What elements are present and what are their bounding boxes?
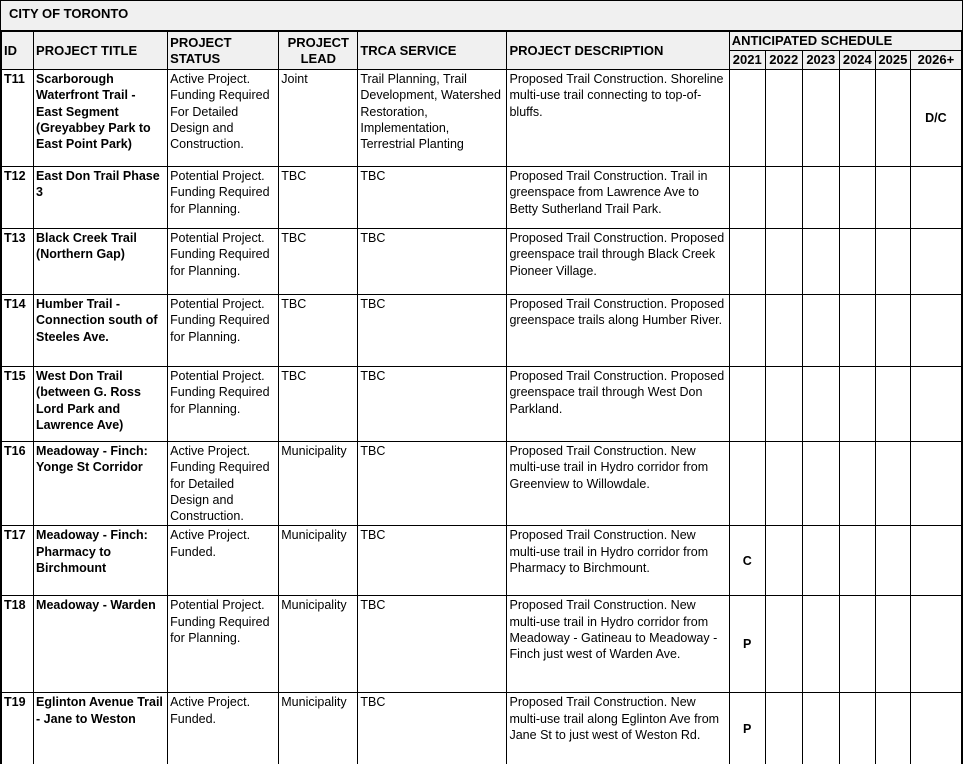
cell-project-title: Humber Trail - Connection south of Steeles Ave.: [34, 295, 168, 367]
cell-schedule-2025: [875, 526, 910, 596]
cell-id: T15: [2, 367, 34, 442]
cell-schedule-2022: [765, 693, 802, 764]
cell-trca-service: TBC: [358, 229, 507, 295]
cell-project-lead: TBC: [279, 367, 358, 442]
cell-schedule-2024: [839, 70, 875, 167]
table-header: [2, 32, 962, 70]
cell-project-lead: Municipality: [279, 693, 358, 764]
table-row: [2, 442, 962, 526]
cell-schedule-2023: [802, 70, 839, 167]
cell-schedule-2025: [875, 229, 910, 295]
cell-schedule-2022: [765, 70, 802, 167]
cell-schedule-2024: [839, 693, 875, 764]
cell-project-description: Proposed Trail Construction. New multi-use trail in Hydro corridor from Pharmacy to Birchmount.: [507, 526, 729, 596]
table-row: [2, 526, 962, 596]
cell-project-lead: Joint: [279, 70, 358, 167]
cell-project-lead: TBC: [279, 295, 358, 367]
cell-schedule-2026-plus: [910, 229, 961, 295]
cell-id: T17: [2, 526, 34, 596]
cell-project-title: Scarborough Waterfront Trail - East Segment (Greyabbey Park to East Point Park): [34, 70, 168, 167]
cell-project-lead: Municipality: [279, 526, 358, 596]
cell-trca-service: TBC: [358, 367, 507, 442]
header-anticipated-schedule: ANTICIPATED SCHEDULE: [729, 32, 961, 51]
cell-schedule-2022: [765, 229, 802, 295]
cell-schedule-2022: [765, 295, 802, 367]
cell-project-lead: Municipality: [279, 596, 358, 693]
cell-schedule-2024: [839, 167, 875, 229]
cell-project-description: Proposed Trail Construction. Proposed greenspace trails along Humber River.: [507, 295, 729, 367]
cell-project-title: Eglinton Avenue Trail - Jane to Weston: [34, 693, 168, 764]
header-id: ID: [2, 32, 34, 70]
cell-schedule-2022: [765, 167, 802, 229]
cell-schedule-2021: C: [729, 526, 765, 596]
table-row: [2, 229, 962, 295]
cell-project-status: Potential Project. Funding Required for Planning.: [168, 229, 279, 295]
cell-id: T18: [2, 596, 34, 693]
cell-schedule-2025: [875, 167, 910, 229]
cell-trca-service: TBC: [358, 596, 507, 693]
cell-schedule-2023: [802, 167, 839, 229]
cell-schedule-2023: [802, 693, 839, 764]
header-project-title: PROJECT TITLE: [34, 32, 168, 70]
cell-schedule-2024: [839, 295, 875, 367]
header-project-status: PROJECT STATUS: [168, 32, 279, 70]
cell-trca-service: Trail Planning, Trail Development, Watershed Restoration, Implementation, Terrestrial Planting: [358, 70, 507, 167]
cell-schedule-2025: [875, 442, 910, 526]
cell-trca-service: TBC: [358, 295, 507, 367]
cell-project-description: Proposed Trail Construction. Trail in greenspace from Lawrence Ave to Betty Sutherland Trail Park.: [507, 167, 729, 229]
cell-schedule-2024: [839, 596, 875, 693]
cell-project-description: Proposed Trail Construction. Shoreline multi-use trail connecting to top-of-bluffs.: [507, 70, 729, 167]
cell-id: T11: [2, 70, 34, 167]
cell-schedule-2023: [802, 295, 839, 367]
cell-project-title: Meadoway - Finch: Yonge St Corridor: [34, 442, 168, 526]
cell-schedule-2025: [875, 70, 910, 167]
cell-trca-service: TBC: [358, 693, 507, 764]
cell-project-title: Black Creek Trail (Northern Gap): [34, 229, 168, 295]
cell-trca-service: TBC: [358, 442, 507, 526]
cell-schedule-2022: [765, 526, 802, 596]
header-year-2021: 2021: [729, 51, 765, 70]
table-row: [2, 167, 962, 229]
cell-trca-service: TBC: [358, 526, 507, 596]
cell-schedule-2026-plus: [910, 693, 961, 764]
cell-project-description: Proposed Trail Construction. Proposed greenspace trail through West Don Parkland.: [507, 367, 729, 442]
cell-schedule-2023: [802, 442, 839, 526]
cell-project-lead: TBC: [279, 167, 358, 229]
cell-project-title: East Don Trail Phase 3: [34, 167, 168, 229]
cell-schedule-2026-plus: [910, 596, 961, 693]
header-year-2023: 2023: [802, 51, 839, 70]
cell-schedule-2026-plus: [910, 442, 961, 526]
cell-schedule-2026-plus: [910, 295, 961, 367]
cell-project-status: Active Project. Funding Required For Detailed Design and Construction.: [168, 70, 279, 167]
cell-schedule-2022: [765, 442, 802, 526]
project-table: [1, 31, 962, 764]
cell-schedule-2025: [875, 693, 910, 764]
cell-schedule-2026-plus: D/C: [910, 70, 961, 167]
cell-project-status: Potential Project. Funding Required for Planning.: [168, 295, 279, 367]
cell-id: T14: [2, 295, 34, 367]
header-year-2025: 2025: [875, 51, 910, 70]
cell-schedule-2024: [839, 526, 875, 596]
cell-project-description: Proposed Trail Construction. New multi-use trail in Hydro corridor from Greenview to Willowdale.: [507, 442, 729, 526]
cell-project-description: Proposed Trail Construction. New multi-use trail in Hydro corridor from Meadoway - Gatineau to Meadoway - Finch just west of Warden Ave.: [507, 596, 729, 693]
header-project-lead: PROJECT LEAD: [279, 32, 358, 70]
header-project-description: PROJECT DESCRIPTION: [507, 32, 729, 70]
cell-schedule-2026-plus: [910, 367, 961, 442]
cell-schedule-2021: [729, 229, 765, 295]
cell-project-status: Potential Project. Funding Required for Planning.: [168, 167, 279, 229]
cell-schedule-2025: [875, 367, 910, 442]
cell-schedule-2021: [729, 295, 765, 367]
cell-schedule-2023: [802, 367, 839, 442]
cell-schedule-2026-plus: [910, 167, 961, 229]
cell-id: T12: [2, 167, 34, 229]
table-row: [2, 70, 962, 167]
cell-schedule-2025: [875, 596, 910, 693]
cell-trca-service: TBC: [358, 167, 507, 229]
cell-project-title: West Don Trail (between G. Ross Lord Park and Lawrence Ave): [34, 367, 168, 442]
cell-id: T19: [2, 693, 34, 764]
cell-schedule-2026-plus: [910, 526, 961, 596]
table-row: [2, 596, 962, 693]
cell-schedule-2024: [839, 367, 875, 442]
cell-schedule-2022: [765, 367, 802, 442]
header-year-2024: 2024: [839, 51, 875, 70]
cell-schedule-2023: [802, 526, 839, 596]
cell-project-description: Proposed Trail Construction. Proposed greenspace trail through Black Creek Pioneer Village.: [507, 229, 729, 295]
header-trca-service: TRCA SERVICE: [358, 32, 507, 70]
cell-schedule-2023: [802, 229, 839, 295]
cell-project-description: Proposed Trail Construction. New multi-use trail along Eglinton Ave from Jane St to just west of Weston Rd.: [507, 693, 729, 764]
cell-schedule-2021: P: [729, 693, 765, 764]
cell-schedule-2021: [729, 167, 765, 229]
table-row: [2, 693, 962, 764]
cell-project-title: Meadoway - Warden: [34, 596, 168, 693]
cell-schedule-2021: [729, 442, 765, 526]
cell-schedule-2022: [765, 596, 802, 693]
header-year-2026-plus: 2026+: [910, 51, 961, 70]
cell-project-status: Active Project. Funding Required for Detailed Design and Construction.: [168, 442, 279, 526]
cell-project-lead: Municipality: [279, 442, 358, 526]
cell-schedule-2024: [839, 229, 875, 295]
cell-schedule-2024: [839, 442, 875, 526]
cell-project-status: Active Project. Funded.: [168, 526, 279, 596]
cell-id: T13: [2, 229, 34, 295]
table-row: [2, 295, 962, 367]
table-row: [2, 367, 962, 442]
cell-schedule-2021: [729, 367, 765, 442]
cell-project-status: Active Project. Funded.: [168, 693, 279, 764]
cell-project-lead: TBC: [279, 229, 358, 295]
cell-schedule-2025: [875, 295, 910, 367]
cell-schedule-2021: [729, 70, 765, 167]
cell-schedule-2023: [802, 596, 839, 693]
cell-schedule-2021: P: [729, 596, 765, 693]
cell-id: T16: [2, 442, 34, 526]
cell-project-status: Potential Project. Funding Required for Planning.: [168, 596, 279, 693]
org-title: CITY OF TORONTO: [1, 0, 962, 31]
header-year-2022: 2022: [765, 51, 802, 70]
cell-project-status: Potential Project. Funding Required for Planning.: [168, 367, 279, 442]
cell-project-title: Meadoway - Finch: Pharmacy to Birchmount: [34, 526, 168, 596]
